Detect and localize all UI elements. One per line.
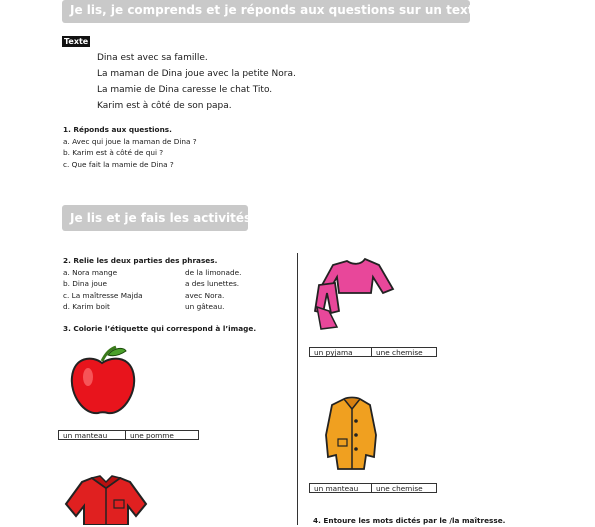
phrase-right: a des lunettes.: [185, 279, 240, 288]
phrase-right: de la limonade.: [185, 267, 242, 277]
story-text: [97, 50, 296, 114]
question2: [63, 255, 241, 313]
label-option[interactable]: un manteau: [63, 431, 108, 440]
label-option[interactable]: une pomme: [125, 431, 178, 439]
story-line: Karim est à côté de son papa.: [97, 101, 232, 111]
section2-banner: Je lis et je fais les activités: [62, 205, 248, 231]
label-option[interactable]: un manteau: [314, 484, 359, 493]
question1-item: a. Avec qui joue la maman de Dina ?: [63, 136, 197, 146]
story-line: La mamie de Dina caresse le chat Tito.: [97, 85, 273, 95]
question1-title: 1. Réponds aux questions.: [63, 125, 172, 134]
shirt-icon: [62, 474, 150, 525]
phrase-right: avec Nora.: [185, 290, 225, 300]
story-line: La maman de Dina joue avec la petite Nora.: [97, 69, 296, 79]
coat-icon: [324, 395, 380, 473]
apple-icon: [68, 345, 138, 417]
question2-title: 2. Relie les deux parties des phrases.: [63, 256, 218, 265]
label-option[interactable]: une chemise: [371, 484, 427, 492]
label-pyjama[interactable]: [309, 347, 437, 357]
label-option[interactable]: une chemise: [371, 348, 427, 356]
phrase-left: b. Dina joue: [63, 279, 107, 288]
section1-banner: Je lis, je comprends et je réponds aux questions sur un texte: [62, 0, 470, 23]
question4-title: 4. Entoure les mots dictés par le /la maîtresse.: [313, 516, 506, 525]
pyjama-icon: [313, 253, 405, 335]
question3-title: 3. Colorie l’étiquette qui correspond à l’image.: [63, 324, 257, 333]
phrase-right: un gâteau.: [185, 302, 225, 311]
question1-item: b. Karim est à côté de qui ?: [63, 148, 164, 157]
label-option[interactable]: un pyjama: [314, 348, 353, 357]
question1: [63, 124, 197, 170]
phrase-left: d. Karim boit: [63, 302, 110, 311]
column-divider: [297, 253, 298, 525]
label-apple[interactable]: [58, 430, 199, 440]
text-tag: Texte: [64, 37, 89, 46]
phrase-left: c. La maîtresse Majda: [63, 290, 143, 300]
story-line: Dina est avec sa famille.: [97, 53, 208, 63]
label-coat[interactable]: [309, 483, 437, 493]
question1-item: c. Que fait la mamie de Dina ?: [63, 159, 174, 169]
phrase-left: a. Nora mange: [63, 267, 118, 277]
